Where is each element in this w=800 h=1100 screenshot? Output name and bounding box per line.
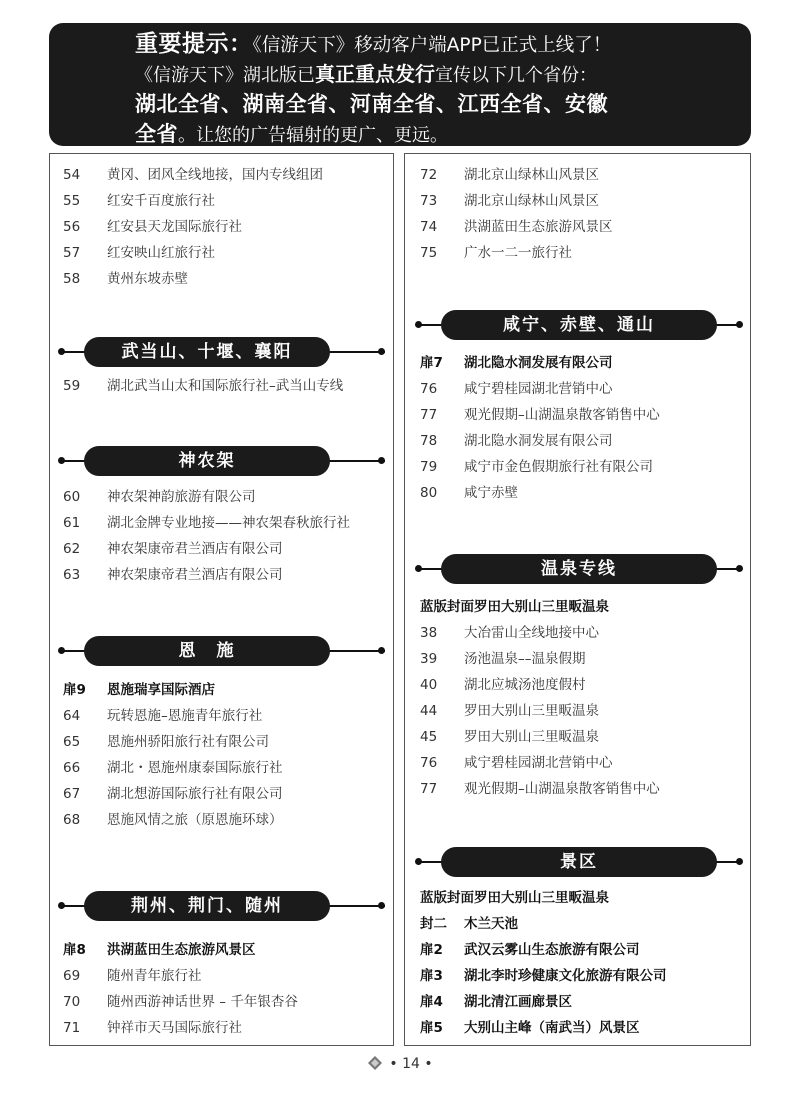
item-number: 61 [63,515,81,531]
list-item [63,513,350,533]
item-text: 湖北武当山太和国际旅行社–武当山专线 [107,378,344,394]
item-text: 洪湖蓝田生态旅游风景区 [107,942,256,958]
list-item [63,732,269,752]
banner-highlight: 真正重点发行 [315,62,435,86]
item-number: 44 [420,703,438,719]
list-item [420,405,660,425]
item-number: 扉9 [63,682,86,698]
section-title: 神农架 [84,446,330,476]
section-title: 温泉专线 [441,554,717,584]
item-number: 71 [63,1020,81,1036]
item-text: 湖北想游国际旅行社有限公司 [107,786,283,802]
featured-item [420,1018,640,1038]
featured-item [420,992,572,1012]
item-number: 54 [63,167,81,183]
item-text: 红安千百度旅行社 [107,193,215,209]
item-number: 68 [63,812,81,828]
item-number: 封二 [420,916,447,932]
list-item [420,191,599,211]
item-number: 59 [63,378,81,394]
list-item [63,966,202,986]
banner-text: 。让您的广告辐射的更广、更远。 [178,125,448,146]
page-number: • 14 • [389,1056,433,1072]
banner-line-3 [135,90,733,120]
featured-item [420,353,613,373]
item-number: 76 [420,755,438,771]
item-number: 79 [420,459,438,475]
section-title: 武当山、十堰、襄阳 [84,337,330,367]
item-text: 湖北京山绿林山风景区 [464,193,599,209]
dot-icon [415,858,422,865]
banner-line-1 [135,30,733,60]
list-item [63,565,283,585]
item-text: 罗田大别山三里畈温泉 [464,729,599,745]
dot-icon [58,457,65,464]
list-item [63,217,242,237]
item-text: 观光假期–山湖温泉散客销售中心 [464,781,660,797]
item-number: 65 [63,734,81,750]
item-number: 63 [63,567,81,583]
item-number: 扉2 [420,942,443,958]
dot-icon [58,647,65,654]
item-text: 武汉云雾山生态旅游有限公司 [464,942,640,958]
item-text: 神农架康帝君兰酒店有限公司 [107,541,283,557]
item-number: 55 [63,193,81,209]
list-item [63,191,215,211]
list-item [420,701,599,721]
item-number: 70 [63,994,81,1010]
featured-item [420,597,609,617]
banner-provinces: 全省 [135,122,178,146]
item-text: 罗田大别山三里畈温泉 [464,703,599,719]
item-text: 湖北京山绿林山风景区 [464,167,599,183]
item-number: 38 [420,625,438,641]
item-text: 湖北・恩施州康泰国际旅行社 [107,760,283,776]
section-header-wenquan [405,554,752,584]
item-text: 湖北金牌专业地接——神农架春秋旅行社 [107,515,350,531]
list-item [420,217,613,237]
item-number: 64 [63,708,81,724]
item-number: 扉5 [420,1020,443,1036]
list-item [63,810,283,830]
section-title: 恩 施 [84,636,330,666]
item-number: 39 [420,651,438,667]
item-text: 湖北李时珍健康文化旅游有限公司 [464,968,667,984]
item-number: 扉7 [420,355,443,371]
list-item [63,487,256,507]
dot-icon [736,858,743,865]
item-number: 45 [420,729,438,745]
item-text: 黄州东坡赤壁 [107,271,188,287]
banner-app-text: 《信游天下》移动客户端APP已正式上线了！ [252,35,612,56]
list-item [420,727,599,747]
featured-item [420,914,518,934]
item-number: 74 [420,219,438,235]
item-text: 观光假期–山湖温泉散客销售中心 [464,407,660,423]
section-header-wudang [50,337,395,367]
banner-provinces: 湖北全省、湖南全省、河南全省、江西全省、安徽 [135,92,608,116]
item-number: 58 [63,271,81,287]
item-text: 咸宁赤壁 [464,485,518,501]
list-item [420,753,613,773]
dot-icon [378,348,385,355]
dot-icon [736,321,743,328]
left-column [49,153,394,1046]
item-number: 62 [63,541,81,557]
item-text: 罗田大别山三里畈温泉 [474,890,609,906]
item-text: 湖北隐水洞发展有限公司 [464,433,613,449]
dot-icon [58,348,65,355]
item-number: 77 [420,781,438,797]
item-text: 黄冈、团风全线地接，国内专线组团 [107,167,323,183]
section-title: 荆州、荆门、随州 [84,891,330,921]
featured-item [420,966,667,986]
item-text: 广水一二一旅行社 [464,245,572,261]
list-item [420,779,660,799]
item-text: 神农架康帝君兰酒店有限公司 [107,567,283,583]
list-item [420,431,613,451]
item-text: 玩转恩施–恩施青年旅行社 [107,708,263,724]
item-text: 洪湖蓝田生态旅游风景区 [464,219,613,235]
section-header-jingqu [405,847,752,877]
item-number: 75 [420,245,438,261]
item-number: 扉8 [63,942,86,958]
item-text: 汤池温泉––温泉假期 [464,651,586,667]
section-title: 咸宁、赤壁、通山 [441,310,717,340]
list-item [63,165,323,185]
item-number: 56 [63,219,81,235]
section-header-xianning [405,310,752,340]
featured-item [63,680,215,700]
list-item [63,269,188,289]
list-item [420,649,586,669]
banner-line-2 [135,60,733,90]
dot-icon [736,565,743,572]
list-item [63,376,343,396]
list-item [420,483,518,503]
dot-icon [378,457,385,464]
item-text: 木兰天池 [464,916,518,932]
dot-icon [415,565,422,572]
right-column [404,153,751,1046]
item-number: 66 [63,760,81,776]
item-number: 67 [63,786,81,802]
section-title: 景区 [441,847,717,877]
item-text: 随州西游神话世界 – 千年银杏谷 [107,994,298,1010]
item-text: 红安县天龙国际旅行社 [107,219,242,235]
item-number: 72 [420,167,438,183]
list-item [420,379,613,399]
item-number: 57 [63,245,81,261]
item-number: 蓝版封面 [420,599,474,615]
list-item [63,758,283,778]
list-item [63,706,262,726]
item-text: 咸宁碧桂园湖北营销中心 [464,755,613,771]
featured-item [420,888,609,908]
item-text: 大别山主峰（南武当）风景区 [464,1020,640,1036]
dot-icon [58,902,65,909]
item-number: 扉3 [420,968,443,984]
item-number: 80 [420,485,438,501]
diamond-logo-icon [367,1055,383,1071]
banner-important: 重要提示： [135,31,253,57]
item-text: 恩施州骄阳旅行社有限公司 [107,734,269,750]
item-number: 40 [420,677,438,693]
list-item [63,1018,242,1038]
list-item [420,623,599,643]
section-header-shennongjia [50,446,395,476]
item-text: 湖北隐水洞发展有限公司 [464,355,613,371]
item-text: 神农架神韵旅游有限公司 [107,489,256,505]
item-text: 咸宁市金色假期旅行社有限公司 [464,459,653,475]
list-item [420,165,599,185]
list-item [420,457,653,477]
item-text: 咸宁碧桂园湖北营销中心 [464,381,613,397]
banner-text: 《信游天下》湖北版已 [135,65,315,86]
item-number: 60 [63,489,81,505]
item-number: 78 [420,433,438,449]
item-text: 恩施风情之旅（原恩施环球） [107,812,283,828]
item-text: 钟祥市天马国际旅行社 [107,1020,242,1036]
section-header-jingzhou [50,891,395,921]
item-text: 大冶雷山全线地接中心 [464,625,599,641]
list-item [63,992,298,1012]
list-item [420,243,572,263]
item-text: 罗田大别山三里畈温泉 [474,599,609,615]
item-text: 红安映山红旅行社 [107,245,215,261]
item-number: 77 [420,407,438,423]
item-number: 扉4 [420,994,443,1010]
list-item [63,243,215,263]
item-number: 69 [63,968,81,984]
list-item [63,539,283,559]
item-number: 73 [420,193,438,209]
item-text: 湖北应城汤池度假村 [464,677,586,693]
page-footer [0,1055,800,1072]
banner-line-4 [135,120,733,150]
dot-icon [415,321,422,328]
list-item [420,675,586,695]
notice-banner [49,23,751,146]
featured-item [420,940,640,960]
dot-icon [378,902,385,909]
featured-item [63,940,256,960]
item-number: 76 [420,381,438,397]
item-text: 湖北清江画廊景区 [464,994,572,1010]
dot-icon [378,647,385,654]
list-item [63,784,283,804]
item-text: 恩施瑞享国际酒店 [107,682,215,698]
arrow-circle-icon [19,39,46,66]
item-number: 蓝版封面 [420,890,474,906]
section-header-enshi [50,636,395,666]
banner-text: 宣传以下几个省份： [435,65,597,86]
item-text: 随州青年旅行社 [107,968,202,984]
